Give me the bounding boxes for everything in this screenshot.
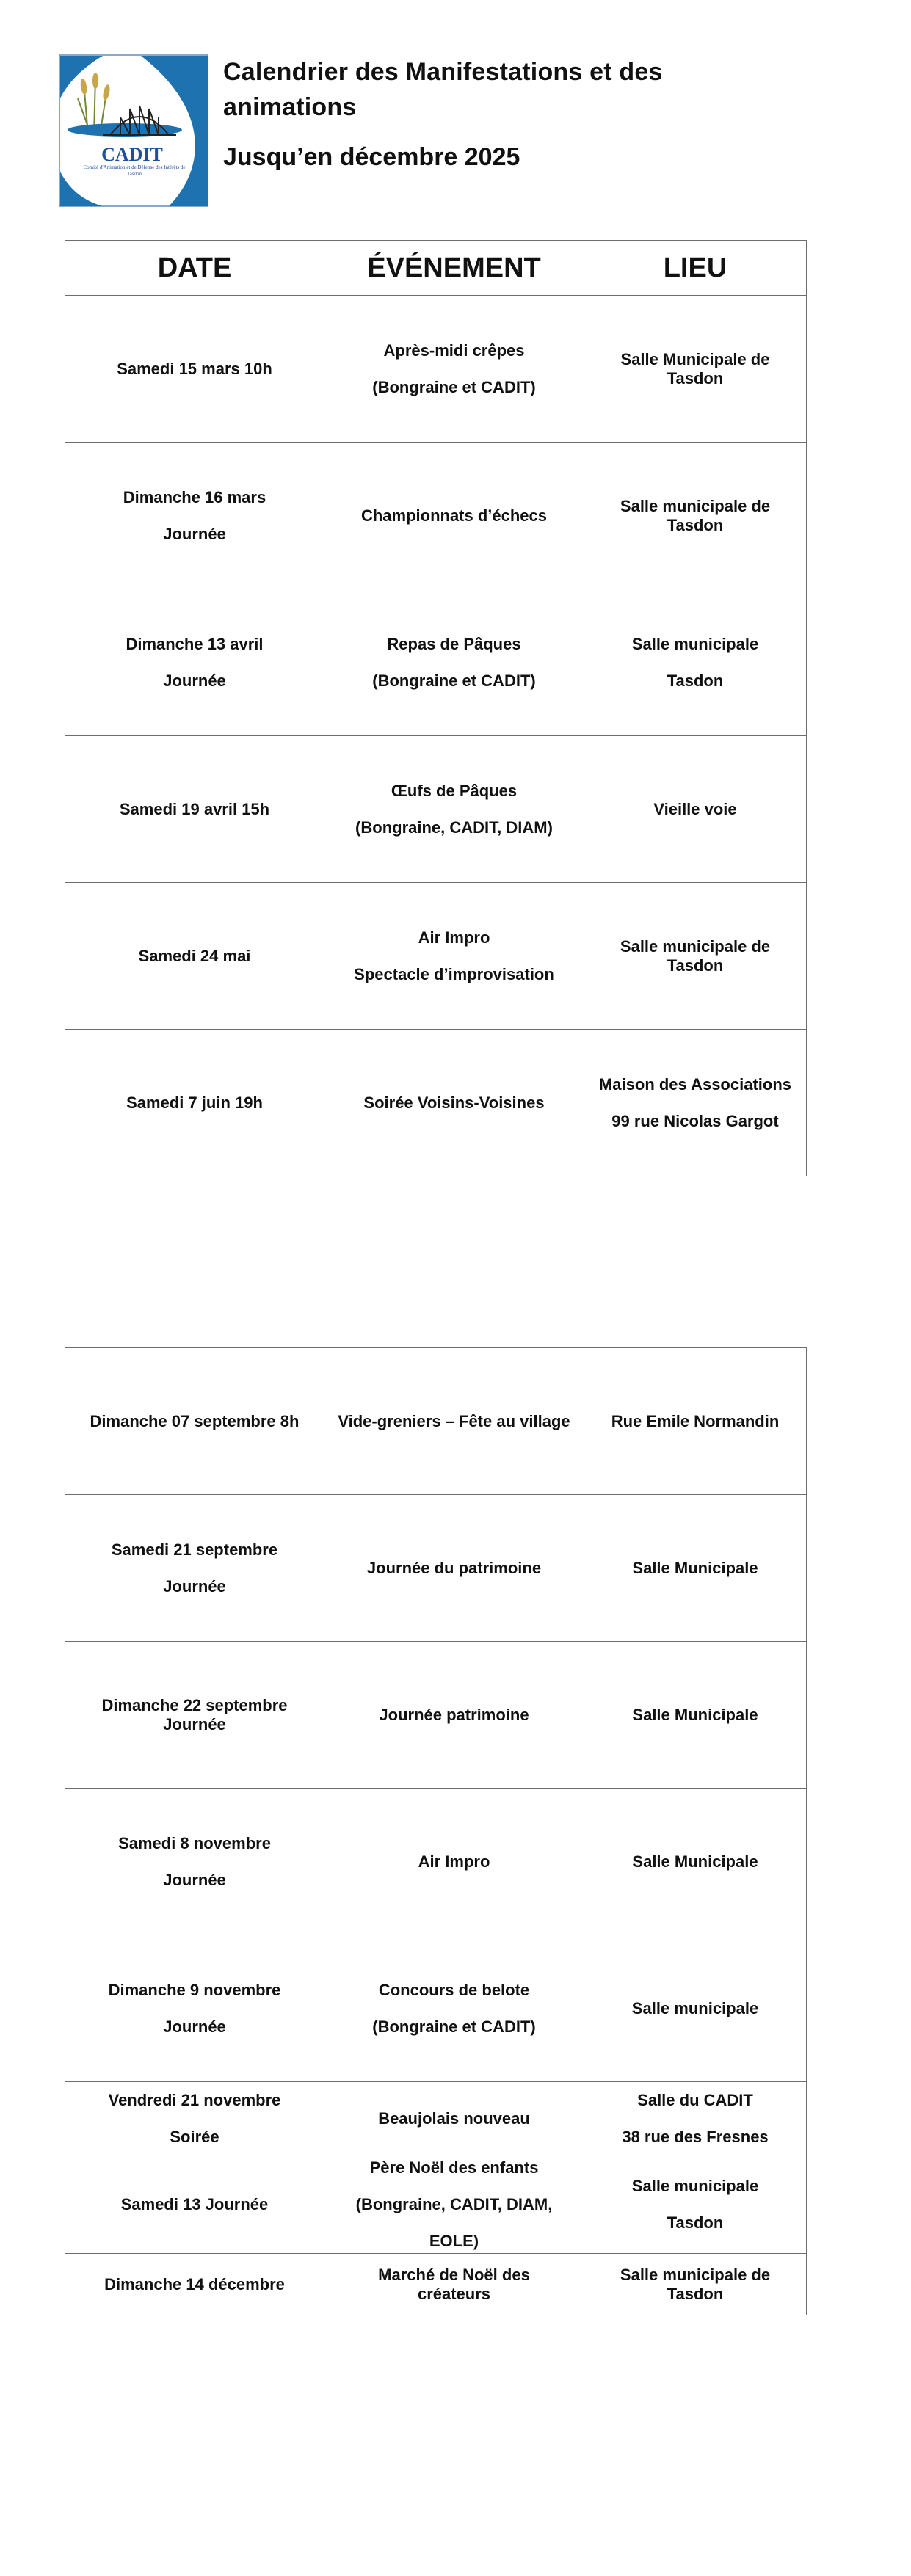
event-text: (Bongraine et CADIT) bbox=[372, 377, 536, 396]
cell-event bbox=[324, 1642, 584, 1789]
place-text: Rue Emile Normandin bbox=[611, 1411, 780, 1430]
date-text: Dimanche 22 septembre bbox=[101, 1695, 288, 1714]
event-text: Championnats d’échecs bbox=[360, 506, 548, 525]
date-text: Samedi 7 juin 19h bbox=[126, 1093, 263, 1112]
cell-place bbox=[584, 1348, 807, 1495]
svg-text:CADIT: CADIT bbox=[101, 144, 163, 165]
date-text: Dimanche 13 avril bbox=[126, 634, 264, 653]
table-row bbox=[65, 1789, 807, 1935]
cell-place bbox=[584, 1789, 807, 1935]
date-text: Journée bbox=[163, 671, 226, 690]
cell-event bbox=[324, 443, 584, 589]
date-text: Samedi 15 mars 10h bbox=[117, 359, 272, 378]
cell-date bbox=[65, 1030, 324, 1176]
event-text: EOLE) bbox=[429, 2231, 479, 2250]
cell-date bbox=[65, 2082, 324, 2155]
table-header-row bbox=[65, 241, 807, 296]
event-text: (Bongraine, CADIT, DIAM, bbox=[355, 2194, 553, 2213]
date-text: Vendredi 21 novembre bbox=[108, 2090, 281, 2109]
cell-place bbox=[584, 296, 807, 443]
place-text: Tasdon bbox=[667, 956, 724, 975]
cell-event bbox=[324, 2254, 584, 2315]
event-text: Marché de Noël des bbox=[378, 2265, 530, 2284]
date-text: Dimanche 14 décembre bbox=[104, 2274, 285, 2293]
date-text: Journée bbox=[163, 1714, 226, 1733]
cell-place bbox=[584, 2082, 807, 2155]
date-text: Dimanche 9 novembre bbox=[108, 1980, 281, 1999]
table-row bbox=[65, 2254, 807, 2315]
place-text: Tasdon bbox=[667, 2284, 724, 2303]
date-text: Journée bbox=[163, 2017, 226, 2036]
place-text: Tasdon bbox=[667, 368, 724, 388]
table-row bbox=[65, 1348, 807, 1495]
date-text: Journée bbox=[163, 1870, 226, 1889]
table-row bbox=[65, 2155, 807, 2254]
event-text: Air Impro bbox=[418, 1852, 490, 1871]
cell-place bbox=[584, 1642, 807, 1789]
date-text: Samedi 8 novembre bbox=[118, 1833, 271, 1852]
date-text: Soirée bbox=[170, 2127, 219, 2146]
cell-date bbox=[65, 589, 324, 736]
event-text: Après-midi crêpes bbox=[383, 341, 525, 360]
cell-event bbox=[324, 1030, 584, 1176]
cell-event bbox=[324, 736, 584, 883]
event-text: Concours de belote bbox=[378, 1980, 530, 1999]
page-subtitle: Jusqu’en décembre 2025 bbox=[223, 143, 520, 171]
cell-event bbox=[324, 2155, 584, 2254]
events-table-part1 bbox=[65, 240, 807, 1176]
table-row bbox=[65, 589, 807, 736]
date-text: Dimanche 07 septembre 8h bbox=[90, 1411, 300, 1430]
table-row bbox=[65, 1495, 807, 1642]
event-text: Journée patrimoine bbox=[379, 1705, 529, 1724]
place-text: Salle municipale de bbox=[620, 2265, 771, 2284]
table-row bbox=[65, 443, 807, 589]
place-text: Salle Municipale bbox=[632, 1852, 758, 1871]
place-text: Vieille voie bbox=[653, 799, 737, 818]
place-text: Salle municipale de bbox=[620, 496, 771, 515]
event-text: Père Noël des enfants bbox=[369, 2158, 539, 2177]
cell-date bbox=[65, 2254, 324, 2315]
event-text: (Bongraine, CADIT, DIAM) bbox=[355, 818, 553, 837]
date-text: Samedi 21 septembre bbox=[111, 1540, 278, 1559]
place-text: Salle Municipale bbox=[632, 1558, 758, 1577]
cell-place bbox=[584, 1030, 807, 1176]
event-text: (Bongraine et CADIT) bbox=[372, 2017, 536, 2036]
cell-event bbox=[324, 883, 584, 1030]
column-header-place: LIEU bbox=[584, 241, 807, 296]
cell-event bbox=[324, 1495, 584, 1642]
table-row bbox=[65, 1030, 807, 1176]
page-title: Calendrier des Manifestations et des animations bbox=[223, 58, 663, 121]
cell-place bbox=[584, 883, 807, 1030]
cadit-logo bbox=[59, 54, 208, 207]
cell-place bbox=[584, 443, 807, 589]
place-text: Salle Municipale bbox=[632, 1705, 758, 1724]
place-text: 99 rue Nicolas Gargot bbox=[611, 1111, 779, 1130]
event-text: Spectacle d’improvisation bbox=[354, 964, 554, 983]
date-text: Dimanche 16 mars bbox=[123, 487, 266, 506]
table-row bbox=[65, 1935, 807, 2082]
cell-place bbox=[584, 1935, 807, 2082]
events-table-part2 bbox=[65, 1347, 807, 2315]
event-text: Repas de Pâques bbox=[387, 634, 521, 653]
column-header-event: ÉVÉNEMENT bbox=[324, 241, 584, 296]
cell-place bbox=[584, 2254, 807, 2315]
event-text: Beaujolais nouveau bbox=[378, 2109, 530, 2128]
cell-place bbox=[584, 736, 807, 883]
cell-date bbox=[65, 1935, 324, 2082]
place-text: Salle municipale bbox=[631, 1998, 759, 2017]
cell-event bbox=[324, 2082, 584, 2155]
place-text: Maison des Associations bbox=[598, 1074, 792, 1094]
event-text: (Bongraine et CADIT) bbox=[372, 671, 536, 690]
date-text: Samedi 19 avril 15h bbox=[119, 799, 270, 818]
cell-event bbox=[324, 1789, 584, 1935]
cell-date bbox=[65, 736, 324, 883]
table-row bbox=[65, 296, 807, 443]
place-text: Tasdon bbox=[667, 671, 724, 690]
place-text: Salle municipale bbox=[631, 2176, 759, 2195]
cell-date bbox=[65, 883, 324, 1030]
date-text: Journée bbox=[163, 524, 226, 543]
event-text: Journée du patrimoine bbox=[366, 1558, 542, 1577]
place-text: Salle du CADIT bbox=[637, 2090, 753, 2109]
cell-date bbox=[65, 296, 324, 443]
table-row bbox=[65, 883, 807, 1030]
event-text: Air Impro bbox=[418, 928, 490, 947]
place-text: Salle municipale bbox=[631, 634, 759, 653]
column-header-date: DATE bbox=[65, 241, 324, 296]
cell-event bbox=[324, 589, 584, 736]
logo-subtext: Comité d'Animation et de Défense des Intérêts de Tasdon bbox=[83, 164, 186, 177]
place-text: Tasdon bbox=[667, 2213, 724, 2232]
table-row bbox=[65, 736, 807, 883]
place-text: Salle Municipale de bbox=[620, 349, 770, 368]
date-text: Samedi 13 Journée bbox=[120, 2194, 269, 2213]
cell-date bbox=[65, 2155, 324, 2254]
place-text: 38 rue des Fresnes bbox=[622, 2127, 769, 2146]
cell-date bbox=[65, 1642, 324, 1789]
cell-date bbox=[65, 443, 324, 589]
cell-place bbox=[584, 589, 807, 736]
table-row bbox=[65, 1642, 807, 1789]
cell-date bbox=[65, 1495, 324, 1642]
event-text: Œufs de Pâques bbox=[391, 781, 518, 800]
place-text: Tasdon bbox=[667, 515, 724, 534]
date-text: Journée bbox=[163, 1576, 226, 1596]
cell-place bbox=[584, 1495, 807, 1642]
table-row bbox=[65, 2082, 807, 2155]
cell-date bbox=[65, 1789, 324, 1935]
cell-event bbox=[324, 1935, 584, 2082]
cell-date bbox=[65, 1348, 324, 1495]
cell-place bbox=[584, 2155, 807, 2254]
cell-event bbox=[324, 1348, 584, 1495]
cell-event bbox=[324, 296, 584, 443]
place-text: Salle municipale de bbox=[620, 936, 771, 956]
date-text: Samedi 24 mai bbox=[138, 946, 251, 965]
page-header bbox=[59, 54, 866, 208]
event-text: Vide-greniers – Fête au village bbox=[338, 1411, 570, 1430]
event-text: Soirée Voisins-Voisines bbox=[363, 1093, 545, 1112]
event-text: créateurs bbox=[417, 2284, 491, 2303]
